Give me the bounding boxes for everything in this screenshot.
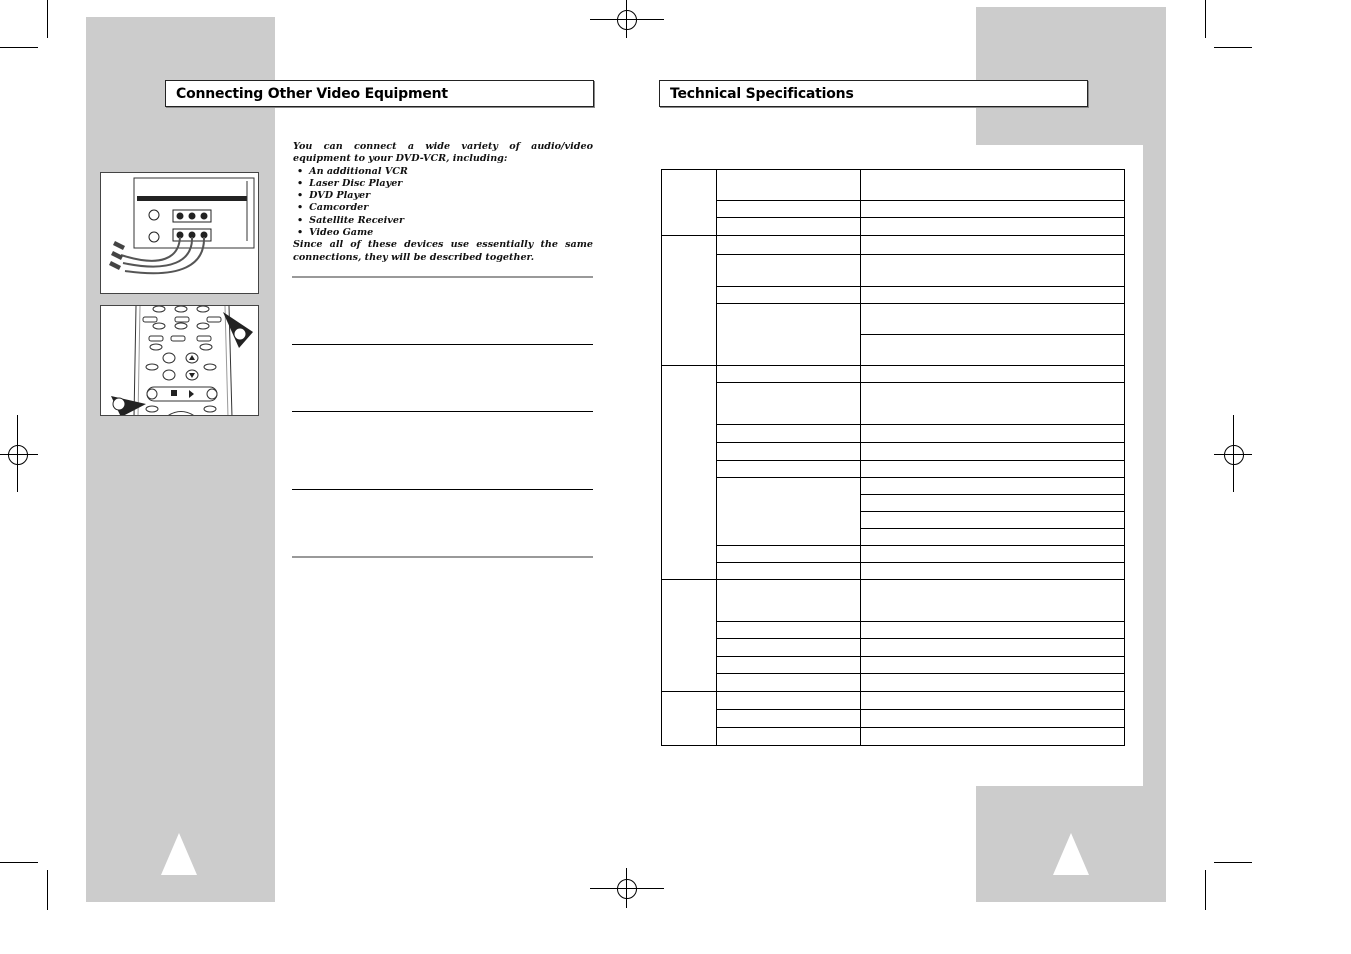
page-title-right: Technical Specifications — [659, 80, 1088, 107]
crop-mark — [1205, 870, 1206, 910]
remote-drawing — [101, 306, 259, 416]
table-group-divider — [662, 365, 1124, 366]
closing-paragraph: Since all of these devices use essentially the same connections, they will be described together. — [293, 239, 593, 263]
table-row-divider — [860, 511, 1124, 512]
list-item: • Camcorder — [293, 202, 593, 214]
rear-panel-illustration — [100, 172, 259, 294]
crop-mark — [1214, 47, 1252, 48]
table-group-divider — [662, 235, 1124, 236]
section-divider — [292, 276, 593, 278]
remote-control-illustration — [100, 305, 259, 416]
table-column-divider — [716, 170, 717, 745]
table-row-divider — [716, 460, 1124, 461]
crop-mark — [47, 870, 48, 910]
table-row-divider — [716, 442, 1124, 443]
table-row-divider — [716, 200, 1124, 201]
table-row-divider — [716, 254, 1124, 255]
table-row-divider — [716, 727, 1124, 728]
left-sidebar-panel — [86, 17, 275, 902]
table-row-divider — [716, 424, 1124, 425]
spec-table — [661, 169, 1125, 746]
table-row-divider — [716, 656, 1124, 657]
list-item: • An additional VCR — [293, 166, 593, 178]
list-item: • Satellite Receiver — [293, 215, 593, 227]
left-page-tab-icon — [161, 833, 197, 875]
table-row-divider — [716, 545, 1124, 546]
table-row-divider — [716, 621, 1124, 622]
table-group-divider — [662, 691, 1124, 692]
table-row-divider — [716, 562, 1124, 563]
crop-mark — [0, 47, 38, 48]
section-divider — [292, 489, 593, 490]
section-divider — [292, 556, 593, 558]
table-row-divider — [716, 673, 1124, 674]
device-list — [293, 166, 593, 240]
page-title-left: Connecting Other Video Equipment — [165, 80, 594, 107]
crop-mark — [1205, 0, 1206, 38]
list-item: • DVD Player — [293, 190, 593, 202]
intro-paragraph: You can connect a wide variety of audio/video equipment to your DVD-VCR, including: — [293, 141, 593, 165]
section-divider — [292, 411, 593, 412]
table-row-divider — [716, 382, 1124, 383]
section-divider — [292, 344, 593, 345]
intro-text — [293, 141, 593, 264]
crop-mark — [0, 862, 38, 863]
table-column-divider — [860, 170, 861, 745]
table-row-divider — [716, 709, 1124, 710]
crop-mark — [1214, 862, 1252, 863]
table-row-divider — [716, 303, 1124, 304]
right-page-tab-icon — [1053, 833, 1089, 875]
table-row-divider — [860, 494, 1124, 495]
table-group-divider — [662, 579, 1124, 580]
crop-mark — [47, 0, 48, 38]
table-row-divider — [716, 477, 1124, 478]
rear-panel-drawing — [101, 173, 259, 294]
table-row-divider — [860, 528, 1124, 529]
table-row-divider — [860, 334, 1124, 335]
list-item: • Video Game — [293, 227, 593, 239]
table-row-divider — [716, 638, 1124, 639]
right-top-panel — [976, 7, 1166, 145]
right-side-strip — [1143, 145, 1166, 786]
list-item: • Laser Disc Player — [293, 178, 593, 190]
table-row-divider — [716, 286, 1124, 287]
table-row-divider — [716, 217, 1124, 218]
